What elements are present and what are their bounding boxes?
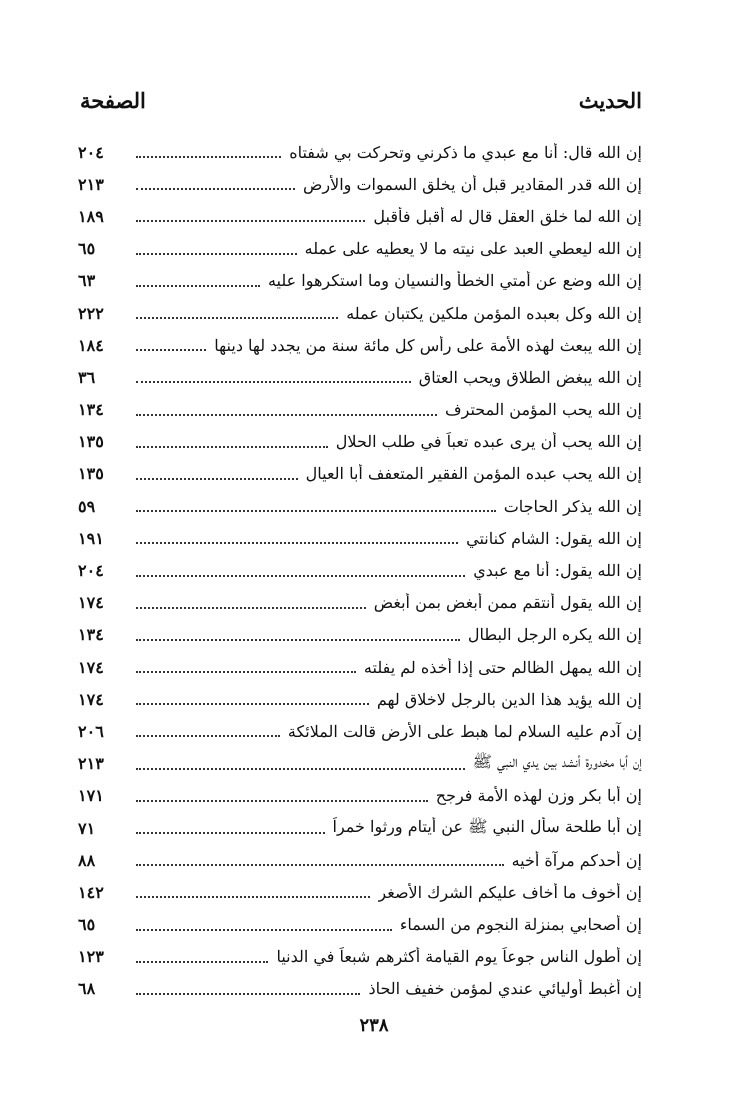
dot-leader [136, 768, 465, 770]
index-entry [78, 329, 642, 361]
dot-leader [136, 800, 428, 802]
hadith-text: إن الله يحب المؤمن المحترف [445, 400, 642, 420]
dot-leader [136, 510, 496, 512]
index-entry [78, 426, 642, 458]
entry-page-number: ١٩١ [78, 528, 104, 548]
entry-page-number: ١٣٥ [78, 432, 104, 452]
hadith-text: إن الله يمهل الظالم حتى إذا أخذه لم يفلته [363, 657, 642, 677]
hadith-text: إن أبا بكر وزن لهذه الأمة فرجح [435, 786, 642, 806]
hadith-text: إن أخوف ما أخاف عليكم الشرك الأصغر [378, 882, 642, 902]
dot-leader [136, 381, 411, 383]
hadith-text: إن أطول الناس جوعاً يوم القيامة أكثرهم شبعاً في الدنيا [276, 947, 642, 967]
index-entry [78, 715, 642, 747]
page-number: ٢٣٨ [359, 1015, 389, 1036]
hadith-text: إن الله يبعث لهذه الأمة على رأس كل مائة سنة من يجدد لها دينها [214, 335, 642, 355]
entry-page-number: ٢٠٦ [78, 721, 104, 741]
hadith-text: إن الله لما خلق العقل قال له أقبل فأقبل [373, 206, 642, 226]
entry-page-number: ١٨٩ [78, 206, 104, 226]
hadith-text: إن الله يبغض الطلاق ويحب العتاق [418, 367, 642, 387]
entry-page-number: ١٨٤ [78, 335, 104, 355]
entry-page-number: ١٢٣ [78, 947, 104, 967]
entry-page-number: ٣٦ [78, 367, 96, 387]
hadith-index-list [78, 136, 642, 1005]
index-entry [78, 554, 642, 586]
dot-leader [136, 607, 366, 609]
entry-page-number: ٢٠٤ [78, 561, 104, 581]
index-entry [78, 619, 642, 651]
entry-page-number: ٦٣ [78, 271, 96, 291]
dot-leader [136, 285, 260, 287]
entry-page-number: ٦٥ [78, 239, 96, 259]
index-entry [78, 233, 642, 265]
hadith-text: إن الله ليعطي العبد على نيته ما لا يعطيه على عمله [304, 239, 642, 259]
index-entry [78, 458, 642, 490]
hadith-text: إن أغبط أوليائي عندي لمؤمن خفيف الحاذ [368, 979, 642, 999]
index-entry [78, 297, 642, 329]
hadith-text: إن أصحابي بمنزلة النجوم من السماء [399, 915, 642, 935]
entry-page-number: ١٣٥ [78, 464, 104, 484]
index-entry [78, 812, 642, 844]
dot-leader [136, 832, 325, 834]
entry-page-number: ١٧١ [78, 786, 104, 806]
entry-page-number: ٦٥ [78, 915, 96, 935]
dot-leader [136, 961, 268, 963]
dot-leader [136, 993, 360, 995]
entry-page-number: ٢٠٤ [78, 142, 104, 162]
dot-leader [136, 414, 437, 416]
dot-leader [136, 446, 328, 448]
hadith-text: إن الله وكل بعبده المؤمن ملكين يكتبان عمله [346, 303, 642, 323]
index-entry [78, 876, 642, 908]
dot-leader [136, 929, 392, 931]
dot-leader [136, 156, 281, 158]
entry-page-number: ١٧٤ [78, 657, 104, 677]
index-entry [78, 490, 642, 522]
index-entry [78, 200, 642, 232]
dot-leader [136, 253, 297, 255]
entry-page-number: ٥٩ [78, 496, 96, 516]
hadith-text: إن الله يؤيد هذا الدين بالرجل لاخلاق لهم [376, 689, 642, 709]
hadith-text: إن الله يحب عبده المؤمن الفقير المتعفف أبا العيال [305, 464, 642, 484]
hadith-text: إن الله قدر المقادير قبل أن يخلق السموات والأرض [303, 174, 642, 194]
entry-page-number: ١٤٢ [78, 882, 104, 902]
entry-page-number: ٢١٣ [78, 174, 104, 194]
dot-leader [136, 735, 280, 737]
index-entry [78, 909, 642, 941]
dot-leader [136, 575, 465, 577]
index-entry [78, 780, 642, 812]
index-entry [78, 587, 642, 619]
dot-leader [136, 317, 338, 319]
index-entry [78, 973, 642, 1005]
hadith-text: إن الله يذكر الحاجات [503, 496, 642, 516]
index-header [78, 88, 642, 118]
index-entry [78, 168, 642, 200]
hadith-column-heading: الحديث [578, 88, 642, 113]
entry-page-number: ١٣٤ [78, 400, 104, 420]
index-entry [78, 361, 642, 393]
hadith-text: إن الله يقول: أنا مع عبدي [473, 561, 642, 581]
dot-leader [136, 542, 458, 544]
hadith-text: إن أبا طلحة سأل النبي ﷺ عن أيتام ورثوا خمراً [332, 816, 642, 836]
dot-leader [136, 639, 460, 641]
index-entry [78, 683, 642, 715]
entry-page-number: ٨٨ [78, 850, 96, 870]
dot-leader [136, 703, 369, 705]
index-entry [78, 844, 642, 876]
hadith-text: إن آدم عليه السلام لما هبط على الأرض قالت الملائكة [287, 721, 642, 741]
dot-leader [136, 478, 298, 480]
dot-leader [136, 896, 370, 898]
entry-page-number: ١٣٤ [78, 625, 104, 645]
hadith-text: إن الله وضع عن أمتي الخطأ والنسيان وما استكرهوا عليه [267, 271, 642, 291]
entry-page-number: ١٧٤ [78, 689, 104, 709]
index-entry [78, 265, 642, 297]
index-entry [78, 522, 642, 554]
hadith-text: إن الله قال: أنا مع عبدي ما ذكرني وتحركت بي شفتاه [289, 142, 642, 162]
dot-leader [136, 220, 365, 222]
dot-leader [136, 671, 356, 673]
hadith-text: إن الله يكره الرجل البطال [467, 625, 642, 645]
entry-page-number: ٢١٣ [78, 754, 104, 774]
index-entry [78, 136, 642, 168]
index-entry [78, 394, 642, 426]
dot-leader [136, 349, 206, 351]
index-entry [78, 651, 642, 683]
entry-page-number: ٦٨ [78, 979, 96, 999]
index-entry [78, 941, 642, 973]
hadith-text: إن الله يقول: الشام كنانتي [466, 528, 642, 548]
hadith-text: إن أبا مخدورة أنشد بين يدي النبي ﷺ [472, 752, 642, 772]
hadith-text: إن الله يحب أن يرى عبده تعباً في طلب الحلال [335, 432, 642, 452]
dot-leader [136, 188, 295, 190]
page-column-heading: الصفحة [80, 88, 146, 113]
entry-page-number: ٧١ [78, 818, 96, 838]
hadith-text: إن أحدكم مرآة أخيه [511, 850, 642, 870]
hadith-text: إن الله يقول أنتقم ممن أبغض بمن أبغض [373, 593, 642, 613]
dot-leader [136, 864, 504, 866]
entry-page-number: ٢٢٢ [78, 303, 104, 323]
entry-page-number: ١٧٤ [78, 593, 104, 613]
index-entry [78, 748, 642, 780]
